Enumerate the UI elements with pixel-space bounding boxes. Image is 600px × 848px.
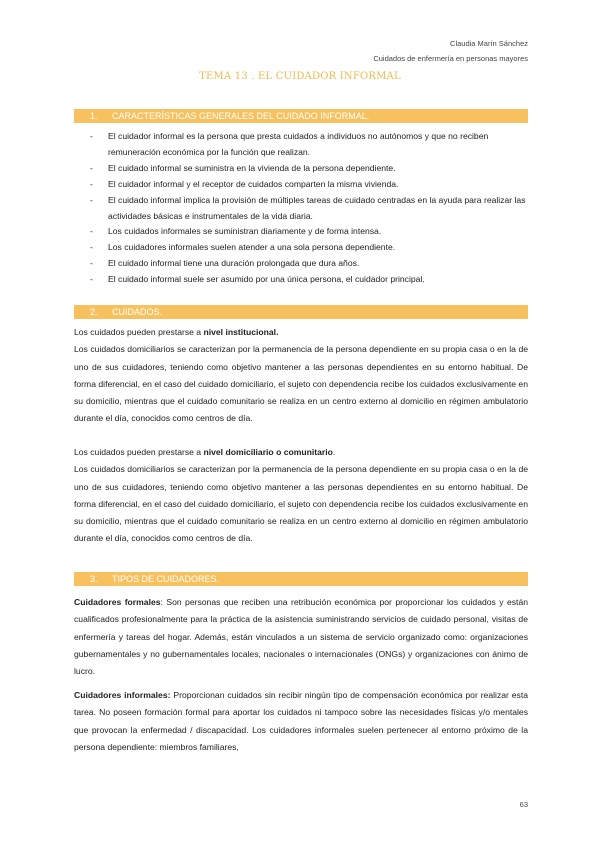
list-item: - El cuidador informal es la persona que presta cuidados a individuos no autónomos y que no reciben remuneración económica por la función que realizan. bbox=[90, 129, 528, 161]
list-item: - El cuidador informal y el receptor de cuidados comparten la misma vivienda. bbox=[90, 177, 528, 193]
cuidados-intro-1 bbox=[74, 324, 528, 341]
cuidadores-formales bbox=[74, 594, 528, 680]
section-label: CUIDADOS. bbox=[112, 307, 163, 317]
cuidados-body-2: Los cuidados domiciliarios se caracterizan por la permanencia de la persona dependiente en su propia casa o en la de uno de sus cuidadores, teniendo como objetivo mantener a las personas dependientes en su entorno habitual. De forma diferencial, en el caso del cuidado domiciliario, el sujeto con dependencia recibe los cuidados exclusivamente en su domicilio, mientras que el cuidado comunitario se realiza en un centro externo al domicilio en régimen ambulatorio durante el día, conocidos como centros de día. bbox=[74, 464, 528, 544]
section-label: TIPOS DE CUIDADORES. bbox=[112, 574, 220, 584]
characteristics-list bbox=[90, 129, 528, 288]
section-number: 3. bbox=[90, 574, 98, 584]
cuidados-intro-2 bbox=[74, 444, 528, 461]
cuidados-block-2 bbox=[74, 444, 528, 548]
header-course: Cuidados de enfermería en personas mayores bbox=[373, 54, 528, 63]
list-item: - El cuidado informal se suministra en la vivienda de la persona dependiente. bbox=[90, 161, 528, 177]
intro-text: Los cuidados pueden prestarse a bbox=[74, 327, 204, 337]
page-title: TEMA 13 . EL CUIDADOR INFORMAL bbox=[199, 71, 401, 82]
page-number: 63 bbox=[519, 800, 528, 809]
list-item: - Los cuidados informales se suministran diariamente y de forma intensa. bbox=[90, 224, 528, 240]
section-heading-1 bbox=[74, 109, 528, 123]
list-item: - El cuidado informal tiene una duración prolongada que dura años. bbox=[90, 256, 528, 272]
formales-label: Cuidadores formales bbox=[74, 597, 161, 607]
formales-text: : Son personas que reciben una retribución económica por proporcionar los cuidados y están cualificados profesionalmente para la práctica de la asistencia suministrando servicios de cuidado personal, visitas de enfermería y tareas del hogar. Además, están vinculados a un sistema de servicio organizado como: organizaciones gubernamentales y no gubernamentales locales, nacionales o internacionales (ONGs) y organizaciones con ánimo de lucro. bbox=[74, 597, 528, 677]
cuidados-block-1 bbox=[74, 324, 528, 428]
list-item: - Los cuidadores informales suelen atender a una sola persona dependiente. bbox=[90, 240, 528, 256]
cuidados-body-1: Los cuidados domiciliarios se caracterizan por la permanencia de la persona dependiente en su propia casa o en la de uno de sus cuidadores, teniendo como objetivo mantener a las personas dependientes en su entorno habitual. De forma diferencial, en el caso del cuidado domiciliario, el sujeto con dependencia recibe los cuidados exclusivamente en su domicilio, mientras que el cuidado comunitario se realiza en un centro externo al domicilio en régimen ambulatorio durante el día, conocidos como centros de día. bbox=[74, 344, 528, 424]
informales-label: Cuidadores informales: bbox=[74, 690, 171, 700]
section-number: 1. bbox=[90, 111, 98, 121]
section-heading-3 bbox=[74, 572, 528, 586]
header-author: Claudia Marín Sánchez bbox=[450, 39, 528, 48]
section-number: 2. bbox=[90, 307, 98, 317]
intro-bold: nivel institucional. bbox=[203, 327, 279, 337]
cuidadores-informales bbox=[74, 687, 528, 756]
intro-text-post: . bbox=[332, 447, 336, 457]
list-item: - El cuidado informal suele ser asumido por una única persona, el cuidador principal. bbox=[90, 272, 528, 288]
list-item: - El cuidado informal implica la provisión de múltiples tareas de cuidado centradas en la ayuda para realizar las actividades básicas e instrumentales de la vida diaria. bbox=[90, 193, 528, 225]
informales-text: Proporcionan cuidados sin recibir ningún tipo de compensación económica por realizar esta tarea. No poseen formación formal para aportar los cuidados ni tampoco sobre las necesidades físicas y/o mentales que provocan la enfermedad / discapacidad. Los cuidadores informales suelen pertenecer al entorno próximo de la persona dependiente: miembros familiares, bbox=[74, 690, 529, 752]
intro-text: Los cuidados pueden prestarse a bbox=[74, 447, 204, 457]
section-label: CARACTERÍSTICAS GENERALES DEL CUIDADO INFORMAL. bbox=[112, 111, 370, 121]
section-heading-2 bbox=[74, 305, 528, 319]
intro-bold: nivel domiciliario o comunitario bbox=[203, 447, 333, 457]
